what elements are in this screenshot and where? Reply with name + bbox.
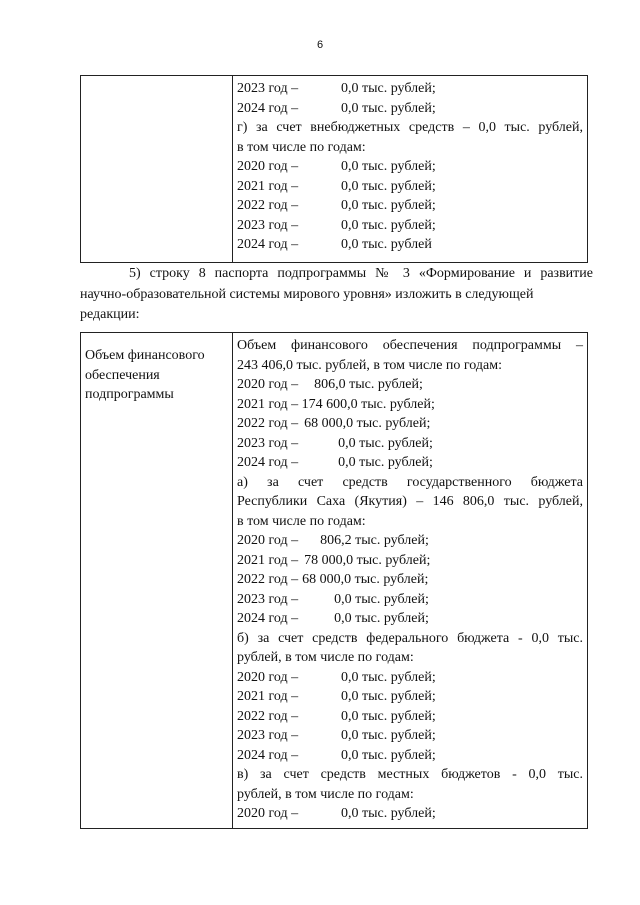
passport-label-cell	[81, 333, 233, 829]
year-amount-line	[237, 707, 583, 727]
year-label: 2023 год –	[237, 81, 299, 96]
year-label: 2021 год –	[237, 178, 299, 194]
passport-table	[80, 332, 588, 829]
passport-value-cell	[233, 333, 588, 829]
amount-value: 0,0 тыс. рублей;	[341, 747, 436, 763]
year-label: 2022 год –	[237, 572, 299, 587]
year-amount-line	[237, 668, 583, 688]
amount-value: 806,0 тыс. рублей;	[314, 377, 423, 392]
year-label: 2020 год –	[237, 159, 299, 174]
year-label: 2021 год –	[237, 689, 299, 704]
amount-value: 0,0 тыс. рублей;	[338, 435, 433, 451]
amount-value: 68 000,0 тыс. рублей;	[304, 416, 431, 431]
year-amount-line	[237, 375, 583, 395]
year-amount-line	[237, 79, 583, 99]
text-line: рублей, в том числе по годам:	[237, 650, 414, 665]
year-label: 2024 год –	[237, 100, 299, 116]
amendment-paragraph	[80, 264, 593, 326]
year-amount-line	[237, 216, 583, 236]
year-label: 2020 год –	[237, 533, 299, 548]
amount-value: 0,0 тыс. рублей;	[338, 455, 433, 470]
paragraph-line: научно-образовательной системы мирового уровня» изложить в следующей	[80, 286, 534, 302]
year-label: 2020 год –	[237, 377, 299, 392]
text-line: г) за счет внебюджетных средств – 0,0 тыс. рублей,	[237, 120, 583, 135]
year-label: 2022 год –	[237, 416, 299, 431]
year-label: 2022 год –	[237, 198, 299, 213]
text-line: Объем финансового обеспечения подпрограммы –	[237, 338, 583, 353]
year-label: 2020 год –	[237, 669, 299, 685]
text-line: Республики Саха (Якутия) – 146 806,0 тыс. рублей,	[237, 494, 583, 509]
continuation-table	[80, 75, 588, 263]
year-label: 2022 год –	[237, 708, 299, 724]
amount-value: 0,0 тыс. рублей;	[341, 689, 436, 704]
year-label: 2020 год –	[237, 806, 299, 821]
year-label: 2024 год –	[237, 611, 299, 626]
year-amount-line	[237, 434, 583, 454]
year-amount-line	[237, 746, 583, 766]
year-amount-line	[237, 414, 583, 434]
year-amount-line	[237, 531, 583, 551]
amount-value: 0,0 тыс. рублей;	[334, 611, 429, 626]
text-line: в том числе по годам:	[237, 139, 366, 155]
text-line: 243 406,0 тыс. рублей, в том числе по годам:	[237, 357, 502, 373]
amount-value: 0,0 тыс. рублей;	[341, 217, 436, 233]
amount-value: 806,2 тыс. рублей;	[320, 533, 429, 548]
text-line: 2021 год – 174 600,0 тыс. рублей;	[237, 396, 435, 412]
year-label: 2023 год –	[237, 728, 299, 743]
continuation-row	[81, 76, 588, 263]
continuation-value-cell	[233, 76, 588, 263]
year-amount-line	[237, 551, 583, 571]
amount-value: 0,0 тыс. рублей;	[341, 159, 436, 174]
year-label: 2024 год –	[237, 455, 299, 470]
amount-value: 0,0 тыс. рублей;	[341, 178, 436, 194]
year-amount-line	[237, 609, 583, 629]
year-label: 2023 год –	[237, 591, 299, 607]
paragraph-line: 5) строку 8 паспорта подпрограммы № 3 «Формирование и развитие	[129, 266, 593, 281]
year-amount-line	[237, 177, 583, 197]
year-amount-line	[237, 804, 583, 824]
year-amount-line	[237, 590, 583, 610]
amount-value: 0,0 тыс. рублей;	[341, 81, 436, 96]
text-line: б) за счет средств федерального бюджета - 0,0 тыс.	[237, 630, 583, 646]
amount-value: 0,0 тыс. рублей;	[341, 806, 436, 821]
year-amount-line	[237, 570, 583, 590]
amount-value: 0,0 тыс. рублей;	[341, 708, 436, 724]
amount-value: 0,0 тыс. рублей;	[341, 728, 436, 743]
amount-value: 68 000,0 тыс. рублей;	[302, 572, 429, 587]
text-line: в) за счет средств местных бюджетов - 0,0 тыс.	[237, 767, 583, 782]
passport-label-line: обеспечения	[85, 367, 160, 383]
text-line: рублей, в том числе по годам:	[237, 786, 414, 802]
passport-label-line: Объем финансового	[85, 348, 205, 363]
page-number: 6	[316, 39, 324, 51]
amount-value: 0,0 тыс. рублей;	[341, 669, 436, 685]
text-line: в том числе по годам:	[237, 513, 366, 529]
passport-label	[81, 333, 232, 405]
year-amount-line	[237, 196, 583, 216]
passport-label-line: подпрограммы	[85, 387, 174, 402]
continuation-label-cell	[81, 76, 233, 263]
amount-value: 0,0 тыс. рублей;	[341, 198, 436, 213]
year-label: 2021 год –	[237, 552, 299, 568]
year-amount-line	[237, 99, 583, 119]
year-amount-line	[237, 453, 583, 473]
year-amount-line	[237, 726, 583, 746]
year-label: 2024 год –	[237, 747, 299, 763]
year-label: 2024 год –	[237, 237, 299, 252]
year-label: 2023 год –	[237, 217, 299, 233]
year-label: 2023 год –	[237, 435, 299, 451]
amount-value: 0,0 тыс. рублей;	[334, 591, 429, 607]
year-amount-line	[237, 687, 583, 707]
passport-row	[81, 333, 588, 829]
amount-value: 0,0 тыс. рублей	[341, 237, 432, 252]
amount-value: 0,0 тыс. рублей;	[341, 100, 436, 116]
year-amount-line	[237, 235, 583, 255]
amount-value: 78 000,0 тыс. рублей;	[304, 552, 431, 568]
paragraph-line: редакции:	[80, 307, 140, 322]
text-line: а) за счет средств государственного бюджета	[237, 474, 583, 490]
year-amount-line	[237, 157, 583, 177]
